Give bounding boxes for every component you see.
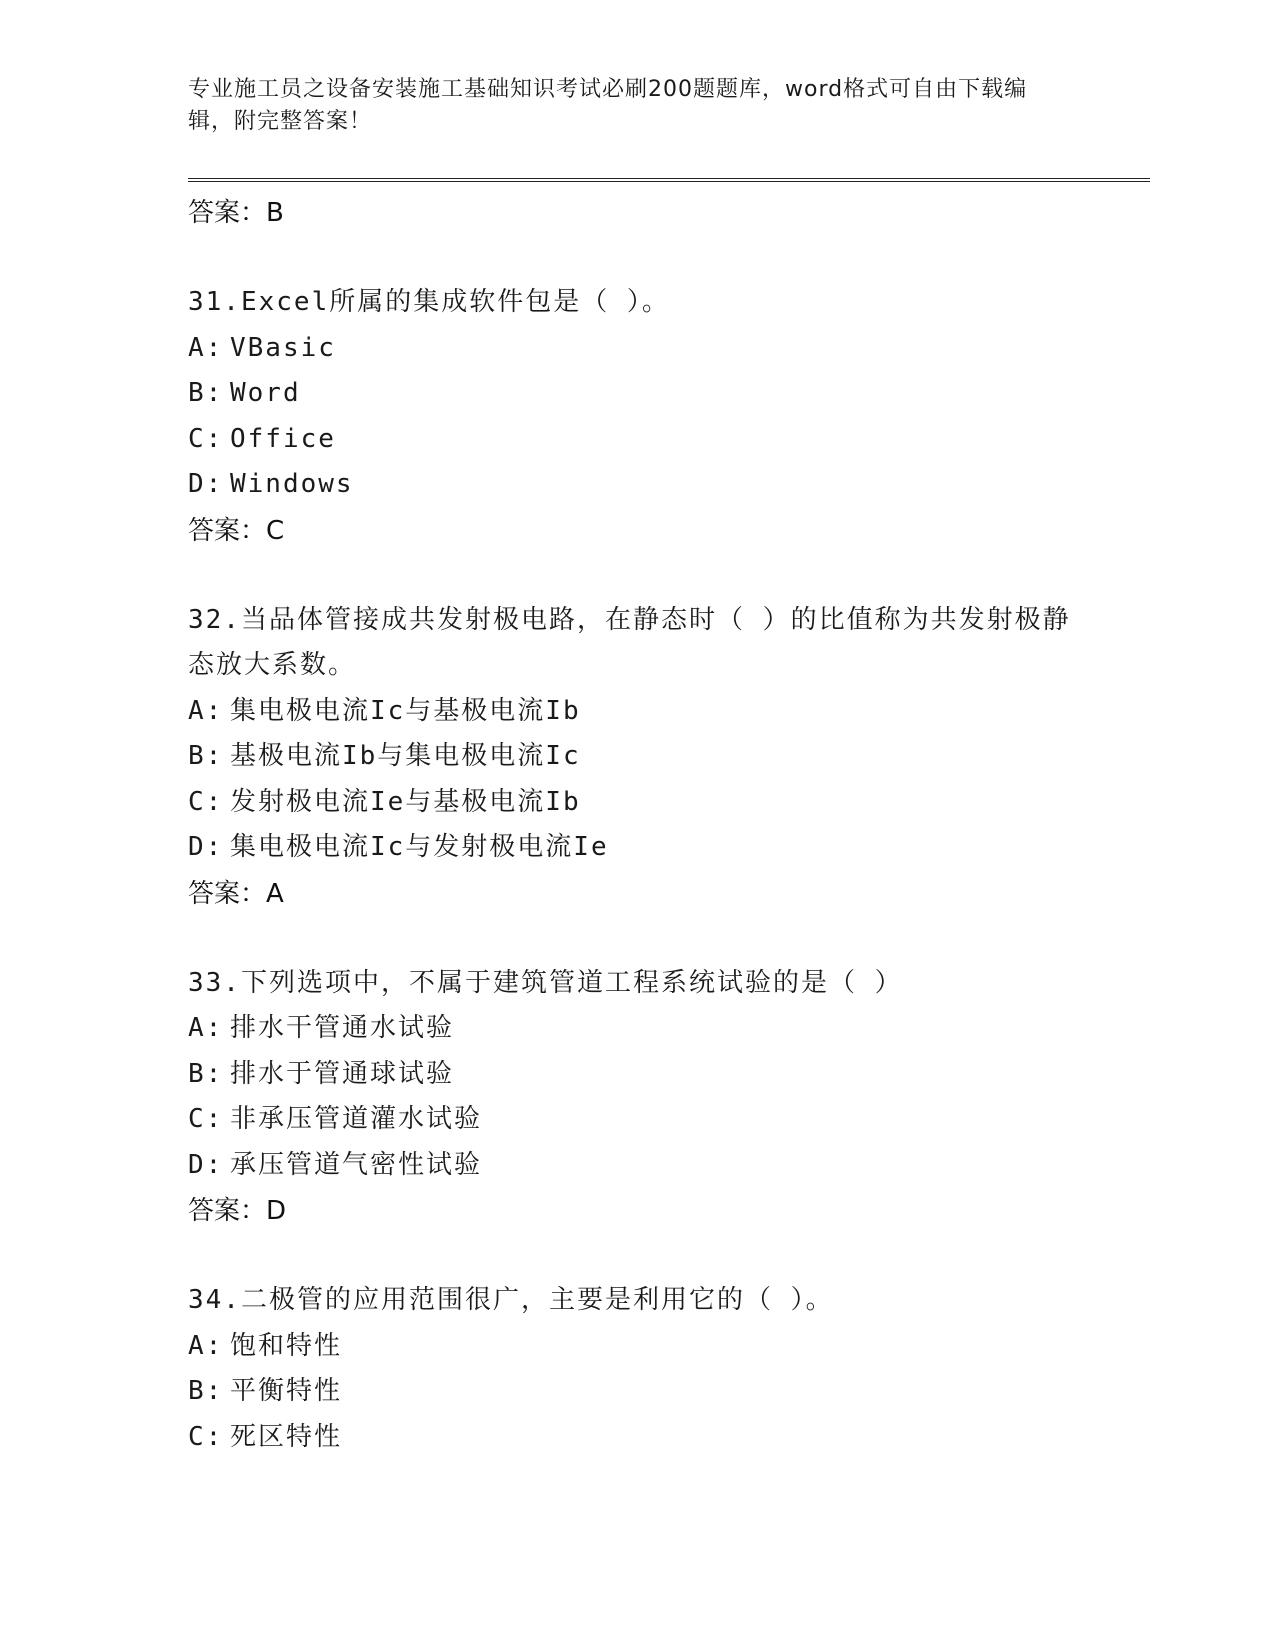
option-c [188,780,1088,826]
answer-line: 答案：A [188,878,284,909]
answer-line: 答案：D [188,1196,287,1226]
option-text: 排水干管通水试验 [230,1013,455,1043]
option-b [188,1369,1088,1415]
option-text: 死区特性 [230,1421,343,1452]
question-stem: 33.下列选项中，不属于建筑管道工程系统试验的是（ ） [188,967,903,998]
option-c [188,417,1088,463]
option-text: 平衡特性 [230,1376,343,1406]
option-c [188,1097,1088,1143]
option-key: C: [188,786,224,817]
option-key: B: [188,1058,224,1089]
option-key: A: [188,1013,224,1043]
option-d [188,1143,1088,1189]
option-key: A: [188,332,224,363]
question-stem: 32.当品体管接成共发射极电路，在静态时（ ）的比值称为共发射极静态放大系数。 [188,604,1071,680]
option-b [188,1052,1088,1098]
option-key: C: [188,423,224,454]
spacer [188,1234,1088,1278]
answer-line: 答案：C [188,515,285,546]
option-key: B: [188,1376,224,1406]
option-key: D: [188,1149,224,1180]
option-key: D: [188,832,224,862]
option-key: C: [188,1104,224,1134]
option-key: A: [188,695,224,726]
option-a [188,1006,1088,1052]
option-b [188,734,1088,780]
header-divider [188,178,1150,182]
option-text: 承压管道气密性试验 [230,1149,483,1180]
option-a [188,689,1088,735]
option-a [188,326,1088,372]
option-text: Office [230,423,336,454]
question-stem: 34.二极管的应用范围很广，主要是利用它的（ ）。 [188,1285,834,1315]
option-key: D: [188,469,224,499]
option-text: 非承压管道灌水试验 [230,1104,483,1134]
option-text: Word [230,378,301,408]
option-key: B: [188,741,224,771]
option-text: VBasic [230,332,336,363]
option-b [188,371,1088,417]
option-a [188,1324,1088,1370]
document-header: 专业施工员之设备安装施工基础知识考试必刷200题题库，word格式可自由下载编辑，附完整答案！ [188,77,1028,134]
answer-line: 答案：B [188,198,284,228]
option-d [188,825,1088,871]
option-text: 发射极电流Ie与基极电流Ib [230,786,581,817]
option-key: B: [188,378,224,408]
option-text: 基极电流Ib与集电极电流Ic [230,741,581,771]
option-text: Windows [230,469,354,499]
option-key: A: [188,1330,224,1361]
option-text: 排水于管通球试验 [230,1058,455,1089]
option-text: 集电极电流Ic与发射极电流Ie [230,832,609,862]
option-d [188,462,1088,508]
question-list [188,190,1088,1460]
option-text: 集电极电流Ic与基极电流Ib [230,695,581,726]
spacer [188,236,1088,280]
option-c [188,1415,1088,1461]
spacer [188,554,1088,598]
spacer [188,917,1088,961]
option-text: 饱和特性 [230,1330,343,1361]
question-stem: 31.Excel所属的集成软件包是（ ）。 [188,287,670,317]
option-key: C: [188,1421,224,1452]
